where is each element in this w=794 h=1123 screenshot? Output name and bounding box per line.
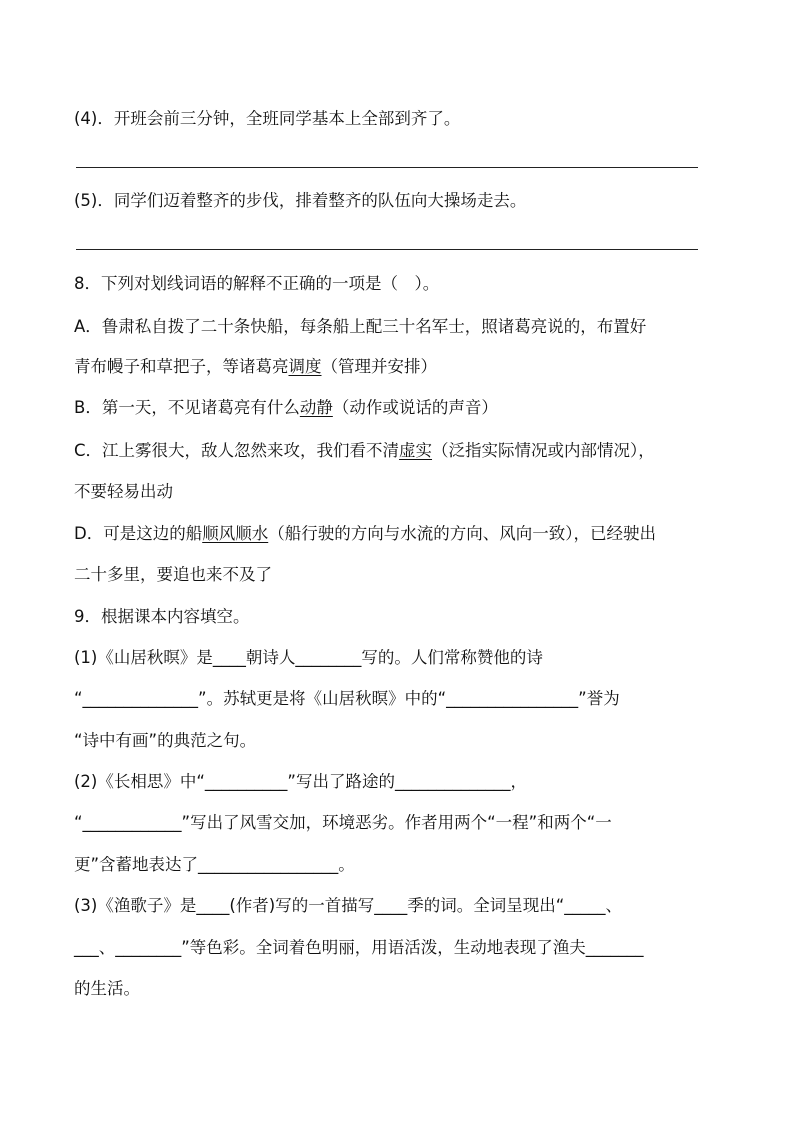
option-d-underlined-word: 顺风顺水: [202, 524, 269, 543]
question-9-stem: 9．根据课本内容填空。: [74, 607, 250, 626]
option-c-line-1: [74, 440, 655, 462]
option-a-line-2: [74, 356, 437, 378]
option-d-line-2: 二十多里，要追也来不及了: [74, 565, 272, 584]
option-c-underlined-word: 虚实: [399, 441, 433, 460]
option-d-explanation: （船行驶的方向与水流的方向、风向一致），已经驶出: [268, 524, 656, 543]
q9-part2-line1: (2)《长相思》中“__________”写出了路途的______________，: [74, 772, 527, 791]
q9-part1-line2: “______________”。苏轼更是将《山居秋暝》中的“________________”誉为: [74, 689, 620, 708]
option-a-text: 青布幔子和草把子，等诸葛亮: [74, 357, 289, 376]
item-4-sentence: (4)．开班会前三分钟，全班同学基本上全部到齐了。: [74, 109, 461, 128]
option-d-text: D．可是这边的船: [74, 524, 203, 543]
q9-part2-line3: 更”含蓄地表达了_________________。: [74, 855, 355, 874]
option-b-underlined-word: 动静: [299, 398, 333, 417]
q9-part3-line1: (3)《渔歌子》是____(作者)写的一首描写____季的词。全词呈现出“_____、: [74, 896, 623, 915]
answer-line-5: [76, 249, 698, 250]
option-c-line-2: 不要轻易出动: [74, 482, 173, 501]
option-d-line-1: [74, 523, 656, 545]
q9-part3-line3: 的生活。: [74, 979, 140, 998]
item-5-sentence: (5)．同学们迈着整齐的步伐，排着整齐的队伍向大操场走去。: [74, 191, 527, 210]
option-a-line-1: A．鲁肃私自拨了二十条快船，每条船上配三十名军士，照诸葛亮说的，布置好: [74, 317, 647, 336]
option-b: [74, 397, 498, 419]
option-a-underlined-word: 调度: [288, 357, 322, 376]
option-c-explanation: （泛指实际情况或内部情况），: [432, 441, 655, 460]
q9-part2-line2: “____________”写出了风雪交加，环境恶劣。作者用两个“一程”和两个“一: [74, 813, 612, 832]
answer-line-4: [76, 167, 698, 168]
q9-part1-line3: “诗中有画”的典范之句。: [74, 731, 257, 750]
option-b-explanation: （动作或说话的声音）: [332, 398, 498, 417]
question-8-stem: 8．下列对划线词语的解释不正确的一项是（ ）。: [74, 274, 440, 293]
q9-part1-line1: (1)《山居秋暝》是____朝诗人________写的。人们常称赞他的诗: [74, 648, 543, 667]
option-c-text: C．江上雾很大，敌人忽然来攻，我们看不清: [74, 441, 400, 460]
option-a-explanation: （管理并安排）: [321, 357, 437, 376]
option-b-text: B．第一天，不见诸葛亮有什么: [74, 398, 300, 417]
q9-part3-line2: ___、________”等色彩。全词着色明丽，用语活泼，生动地表现了渔夫_______: [74, 938, 644, 957]
